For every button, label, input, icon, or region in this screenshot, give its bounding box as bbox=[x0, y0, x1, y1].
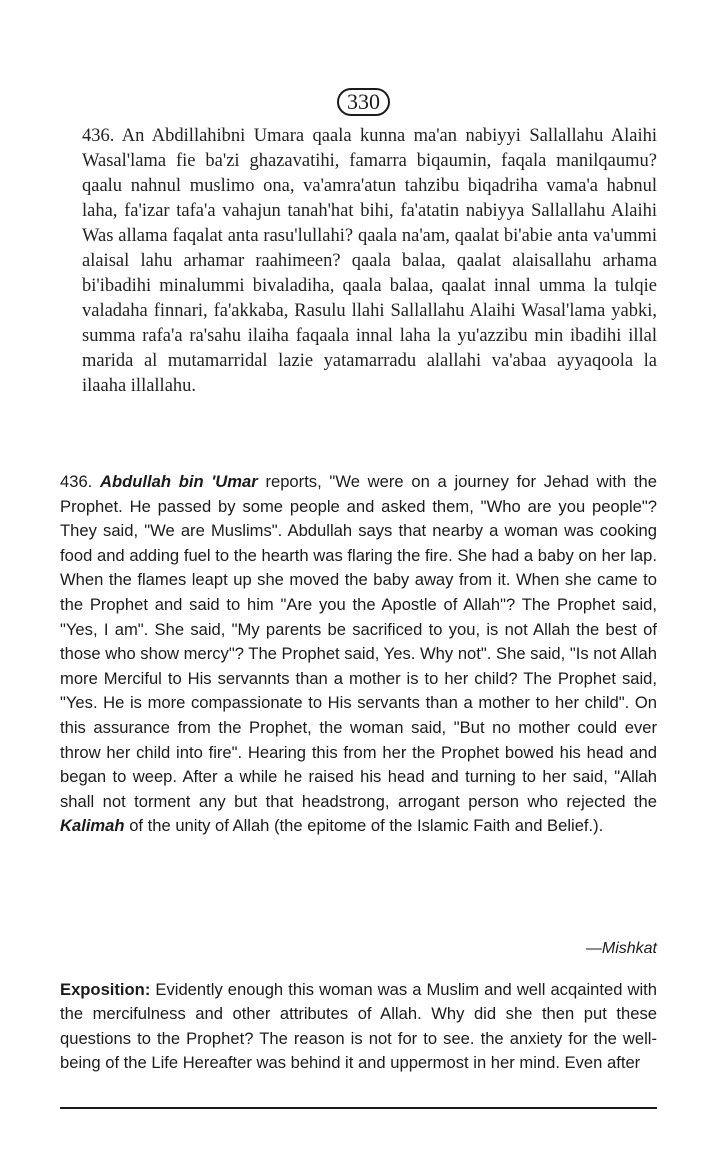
translation-text-part1: reports, "We were on a journey for Jehad with the Prophet. He passed by some people and asked them, "Who are you people"? They said, "We are Muslims". Abdullah says that nearby a woman was cooking food and adding fuel to the hearth was flaring the fire. She had a baby on her lap. When the flames leapt up she moved the baby away from it. When she came to the Prophet and said to him "Are you the Apostle of Allah"? The Prophet said, "Yes, I am". She said, "My parents be sacrificed to you, is not Allah the best of those who show mercy"? The Prophet said, Yes. Why not". She said, "Is not Allah more Merciful to His servannts than a mother is to her child? The Prophet said, "Yes. He is more compassionate to His servants than a mother to her child". On this assurance from the Prophet, the woman said, "But no mother could ever throw her child into fire". Hearing this from her the Prophet bowed his head and began to weep. After a while he raised his head and turning to her said, "Allah shall not torment any but that headstrong, arrogant person who rejected the bbox=[60, 472, 657, 811]
hadith-transliteration: 436. An Abdillahibni Umara qaala kunna ma'an nabiyyi Sallallahu Alaihi Wasal'lama fie ba'zi ghazavatihi, famarra biqaumin, faqala manilqaumu? qaalu nahnul muslimo ona, va'amra'atun tahzibu biqadriha vama'a habnul laha, fa'izar tafa'a vahajun tanah'hat bihi, fa'atatin nabiyya Sallallahu Alaihi Was allama faqalat anta rasu'lullahi? qaala na'am, qaalat bi'abie anta va'ummi alaisal lahu arhamar raahimeen? qaala balaa, qaalat alaisallahu arhama bi'ibadihi minalummi bivaladiha, qaala balaa, qaalat innal umma la tulqie valadaha finnari, fa'akkaba, Rasulu llahi Sallallahu Alaihi Wasal'lama yabki, summa rafa'a ra'sahu ilaiha faqaala innal laha la yu'azzibu min ibadihi illal marida al mutamarridal lazie yatamarradu alallahi va'abaa ayyaqoola la ilaaha illallahu. bbox=[82, 126, 657, 396]
page-number bbox=[0, 88, 727, 116]
exposition-text: Evidently enough this woman was a Muslim and well acqainted with the mercifulness and other attributes of Allah. Why did she then put these questions to the Prophet? The reason is not for to see. the anxiety for the well-being of the Life Hereafter was behind it and uppermost in her mind. Even after bbox=[60, 980, 657, 1073]
translation-text-part2: of the unity of Allah (the epitome of the Islamic Faith and Belief.). bbox=[129, 816, 604, 836]
hadith-number: 436. bbox=[60, 472, 93, 491]
source-citation: —Mishkat bbox=[585, 940, 657, 957]
page-number-label: 330 bbox=[337, 88, 390, 116]
exposition-label: Exposition: bbox=[60, 980, 151, 999]
footer-rule bbox=[60, 1107, 657, 1109]
hadith-translation bbox=[60, 470, 657, 839]
kalimah-term: Kalimah bbox=[60, 816, 125, 836]
exposition-paragraph bbox=[60, 978, 657, 1076]
narrator-name: Abdullah bin 'Umar bbox=[100, 472, 258, 491]
